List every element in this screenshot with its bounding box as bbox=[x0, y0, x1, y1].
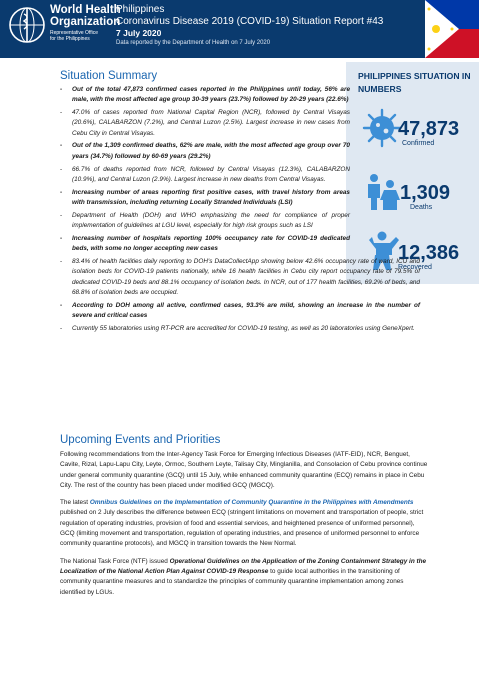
list-item: - Out of the total 47,873 confirmed cases reported in the Philippines until today, 56% are male, with the most affected age group 30-39 years (23.7%) followed by 20-29 years (22.6%) bbox=[60, 85, 350, 106]
recovered-label: Recovered bbox=[398, 264, 432, 271]
who-logo-icon bbox=[6, 4, 48, 46]
upcoming-events-title: Upcoming Events and Priorities bbox=[60, 434, 221, 446]
report-date: 7 July 2020 bbox=[116, 28, 162, 38]
people-icon bbox=[360, 170, 404, 214]
confirmed-count: 47,873 bbox=[398, 118, 460, 140]
list-item: - Increasing number of hospitals reporting 100% occupancy rate for COVID-19 dedicated beds, with some no longer accepting new cases bbox=[60, 234, 350, 255]
events-paragraph-1: Following recommendations from the Inter-Agency Task Force for Emerging Infectious Diseases (IATF-EID), NCR, Benguet, Cavite, Rizal, Lapu-Lapu City, Leyte, Ormoc, Southern Leyte, Talisay City, Minglanilla, and Consolacion of Cebu province continue under general community quarantine (GCQ) until 15 July, while enhanced community quarantine (ECQ) remains in place in Cebu City. The rest of the country has been placed under modified GCQ (MGCQ). bbox=[60, 451, 428, 489]
upcoming-events-body bbox=[60, 450, 430, 605]
panel-title: PHILIPPINES SITUATION IN NUMBERS bbox=[358, 71, 471, 94]
events-paragraph-3: The National Task Force (NTF) issued Operational Guidelines on the Application of the Zoning Containment Strategy in the Localization of the National Action Plan Against COVID-19 Response to guide local authorities in the transitioning of community quarantine measures and to standardize the principles of community quarantine implementation among zones identified by LGUs. bbox=[60, 557, 427, 596]
report-title: Coronavirus Disease 2019 (COVID-19) Situation Report #43 bbox=[116, 16, 384, 27]
list-item: - Department of Health (DOH) and WHO emphasizing the need for compliance of proper implementation of guidelines at LGU level, especially for high risk groups such as LSI bbox=[60, 211, 350, 232]
list-item: - Increasing number of areas reporting first positive cases, with travel history from areas with transmission, including returning Locally Stranded Individuals (LSI) bbox=[60, 188, 350, 209]
data-source: Data reported by the Department of Health on 7 July 2020 bbox=[116, 40, 271, 46]
recovered-count: 12,386 bbox=[398, 242, 460, 264]
operational-guidelines-title: Operational Guidelines on the Application of the Zoning Containment Strategy in the Localization of the National Action Plan Against COVID-19 Response bbox=[60, 557, 427, 575]
country-name: Philippines bbox=[116, 4, 165, 15]
omnibus-guidelines-link[interactable]: Omnibus Guidelines on the Implementation of Community Quarantine in the Philippines with Amendments bbox=[89, 499, 414, 507]
confirmed-label: Confirmed bbox=[402, 140, 435, 147]
list-item: - Currently 55 laboratories using RT-PCR are accredited for COVID-19 testing, as well as 20 laboratories using GeneXpert. bbox=[60, 324, 420, 334]
philippines-flag-icon bbox=[425, 0, 479, 58]
events-paragraph-2: The latest Omnibus Guidelines on the Implementation of Community Quarantine in the Philippines with Amendments published on 2 July describes the difference between ECQ (stringent limitations on movement and transportation of people, strict regulation of operating industries, provision of food and essential services, and heightened presence of uniformed personnel), GCQ (limiting movement and transportation, regulation of operating industries, and presence of uniformed personnel to enforce community quarantine protocols), and MGCQ in transition towards the New Normal. bbox=[60, 499, 424, 548]
org-name: World Health Organization Representative Office for the Philippines bbox=[50, 4, 121, 42]
situation-summary-title: Situation Summary bbox=[60, 70, 158, 82]
list-item: - 66.7% of deaths reported from NCR, followed by Central Visayas (12.3%), CALABARZON (10.9%), and Central Luzon (2.9%). Largest increase in new deaths from Central Visayas. bbox=[60, 165, 350, 186]
deaths-count: 1,309 bbox=[400, 182, 451, 204]
list-item: - Out of the 1,309 confirmed deaths, 62% are male, with the most affected age group over 70 years (34.7%) followed by 60-69 years (29.2%) bbox=[60, 141, 350, 162]
list-item: - 83.4% of health facilities daily reporting to DOH's DataCollectApp showing below 42.6% occupancy rate of ward, ICU and isolation beds for COVID-19 patients nationally, while 16 health facilities in Cebu city report occupancy rate of 79.5% of dedicated COVID-19 beds and 88.1% occupancy of isolation beds. In NCR, out of 177 health facilities, 69.2% of beds, and 68.8% of isolation beds are occupied. bbox=[60, 257, 420, 298]
list-item: - 47.0% of cases reported from National Capital Region (NCR), followed by Central Visayas (20.6%), CALABARZON (7.2%), and Central Luzon (2.5%). Largest increase in new cases from Cebu City in Central Visayas. bbox=[60, 108, 350, 139]
list-item: - According to DOH among all active, confirmed cases, 93.3% are mild, showing an increase in the number of severe and critical cases bbox=[60, 301, 420, 322]
report-heading bbox=[116, 4, 383, 48]
report-header bbox=[0, 0, 479, 58]
situation-in-numbers-panel bbox=[346, 62, 479, 284]
deaths-label: Deaths bbox=[410, 204, 433, 211]
